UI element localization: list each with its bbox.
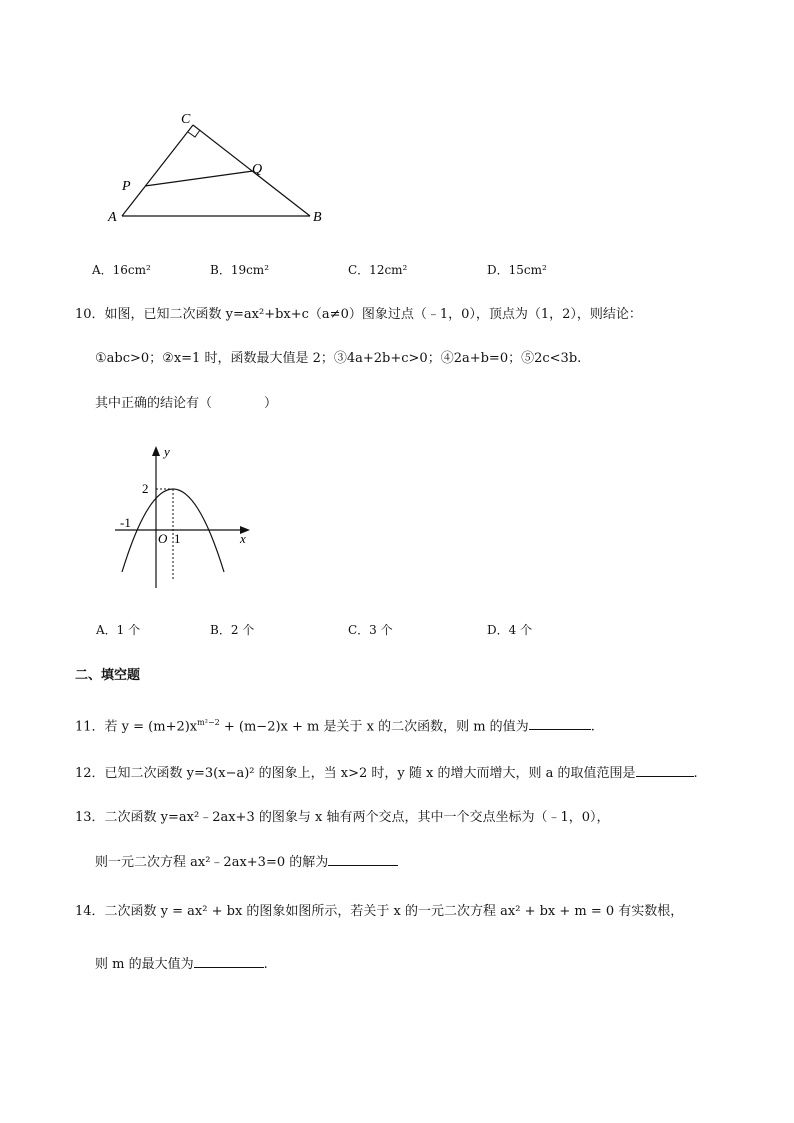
- q12-end: .: [693, 766, 698, 781]
- q10-line-3: 其中正确的结论有（ ）: [95, 396, 278, 411]
- q14-end: .: [263, 957, 268, 972]
- q11-middle: + (m−2)x + m 是关于 x 的二次函数，则 m 的值为: [219, 719, 529, 735]
- q10-option-a: A．1 个: [96, 623, 141, 637]
- q12: [75, 764, 698, 783]
- label-p: P: [122, 179, 131, 194]
- label-b: B: [313, 210, 322, 225]
- origin-label: O: [158, 531, 168, 546]
- q10-option-b: B．2 个: [210, 623, 255, 637]
- label-c: C: [181, 112, 191, 127]
- q11: [75, 714, 595, 736]
- triangle-figure: [100, 105, 340, 230]
- q13-blank[interactable]: [328, 853, 398, 866]
- q9-option-b: B．19cm²: [210, 263, 269, 277]
- q10-option-c: C．3 个: [348, 623, 393, 637]
- q14-blank[interactable]: [194, 955, 264, 968]
- q11-blank[interactable]: [529, 717, 591, 730]
- q11-exponent: m²−2: [197, 718, 220, 727]
- q12-text: 12．已知二次函数 y=3(x−a)² 的图象上，当 x>2 时，y 随 x 的增大而增大，则 a 的取值范围是: [75, 766, 636, 781]
- y-axis-label: y: [164, 444, 170, 459]
- tick-neg1: -1: [120, 515, 131, 530]
- q14-line-2-text: 则 m 的最大值为: [95, 957, 194, 972]
- q9-option-c: C．12cm²: [348, 263, 408, 277]
- q14-line-2: [95, 955, 268, 974]
- q10-option-d: D．4 个: [487, 623, 533, 637]
- q11-end: .: [590, 719, 595, 735]
- x-axis-label: x: [240, 531, 246, 546]
- parabola-graph: [110, 442, 260, 590]
- q10-line-1: 10．如图，已知二次函数 y=ax²+bx+c（a≠0）图象过点（﹣1，0），顶点为（1，2），则结论：: [75, 307, 642, 322]
- label-q: Q: [252, 162, 263, 177]
- section-title: 二、填空题: [75, 668, 141, 683]
- q11-prefix: 11．若 y = (m+2)x: [75, 719, 198, 735]
- label-a: A: [108, 210, 117, 225]
- q9-option-a: A．16cm²: [92, 263, 151, 277]
- tick-1: 1: [174, 531, 181, 546]
- q10-line-2: ①abc>0；②x=1 时，函数最大值是 2；③4a+2b+c>0；④2a+b=0；⑤2c<3b.: [95, 351, 582, 366]
- q13-line-2: [95, 853, 398, 872]
- q13-line-2-text: 则一元二次方程 ax²﹣2ax+3=0 的解为: [95, 855, 329, 870]
- q13-line-1: 13．二次函数 y=ax²﹣2ax+3 的图象与 x 轴有两个交点，其中一个交点坐标为（﹣1，0），: [75, 810, 610, 825]
- q12-blank[interactable]: [636, 764, 694, 777]
- q9-option-d: D．15cm²: [487, 263, 547, 277]
- tick-2: 2: [142, 481, 149, 496]
- q14-line-1: 14．二次函数 y = ax² + bx 的图象如图所示，若关于 x 的一元二次方程 ax² + bx + m = 0 有实数根，: [75, 904, 684, 919]
